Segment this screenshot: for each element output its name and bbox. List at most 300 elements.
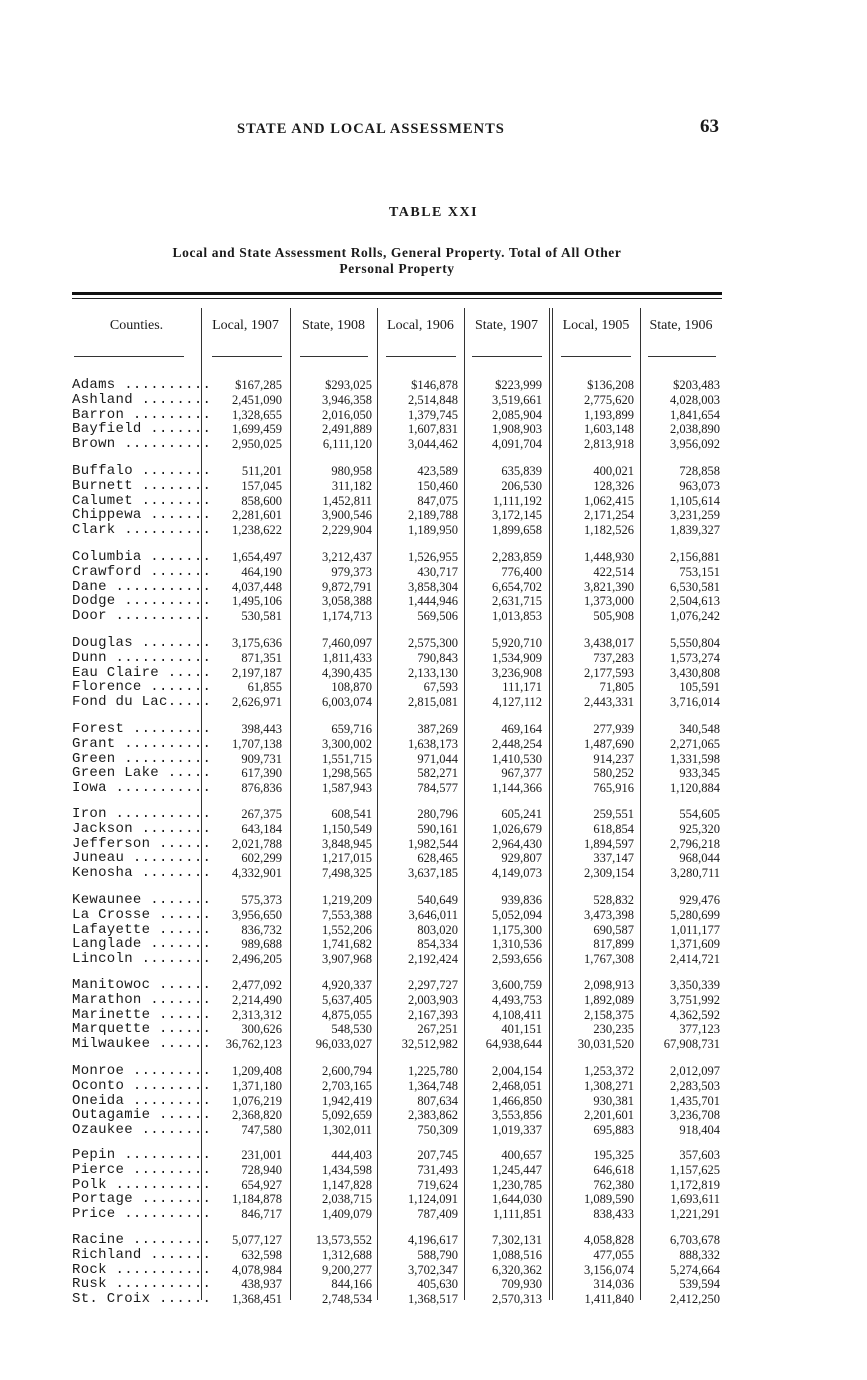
column-header-state-1907: State, 1907 xyxy=(475,318,538,333)
value-cell: 2,775,620 xyxy=(584,392,634,407)
value-cell: 3,212,437 xyxy=(322,550,372,564)
value-cell: 1,373,000 xyxy=(584,594,634,609)
page-number: 63 xyxy=(700,116,719,137)
value-cell: 4,028,003 xyxy=(670,392,720,407)
value-cell: 1,217,015 xyxy=(322,851,372,866)
table-top-rule-thin xyxy=(72,298,722,299)
value-cell: 2,443,331 xyxy=(584,695,634,710)
header-underline xyxy=(561,356,631,357)
value-cell: 1,120,884 xyxy=(670,781,720,796)
value-cell: 1,368,517 xyxy=(408,1292,458,1307)
value-cell: 469,164 xyxy=(501,722,542,736)
value-cell: 7,460,097 xyxy=(322,636,372,650)
value-cell: 2,491,889 xyxy=(322,422,372,437)
county-name: Polk ........... xyxy=(72,1176,212,1193)
county-name: Outagamie ...... xyxy=(72,1107,212,1124)
value-cell: 803,020 xyxy=(417,922,458,937)
value-cell: 5,637,405 xyxy=(322,992,372,1007)
value-cell: 836,732 xyxy=(241,922,282,937)
county-name: Jackson ........ xyxy=(72,820,212,837)
value-cell: 971,044 xyxy=(417,751,458,766)
value-cell: 7,302,131 xyxy=(492,1233,542,1247)
county-name: Adams .......... xyxy=(72,377,212,393)
value-cell: 13,573,552 xyxy=(315,1233,372,1247)
header-underline xyxy=(648,356,716,357)
value-cell: 548,530 xyxy=(331,1022,372,1037)
value-cell: 377,123 xyxy=(679,1022,720,1037)
value-cell: 3,600,759 xyxy=(492,978,542,992)
county-name: Rock ........... xyxy=(72,1261,212,1278)
value-cell: 438,937 xyxy=(241,1277,282,1292)
value-cell: 2,021,788 xyxy=(232,836,282,851)
value-cell: 2,451,090 xyxy=(232,392,282,407)
value-cell: 918,404 xyxy=(679,1123,720,1138)
value-cell: 968,044 xyxy=(679,851,720,866)
value-cell: 5,920,710 xyxy=(492,636,542,650)
value-cell: 157,045 xyxy=(241,478,282,493)
value-cell: 876,836 xyxy=(241,781,282,796)
value-cell: 575,373 xyxy=(241,893,282,907)
value-cell: 3,956,650 xyxy=(232,907,282,922)
value-cell: 1,573,274 xyxy=(670,650,720,665)
value-cell: 398,443 xyxy=(241,722,282,736)
value-cell: 1,150,549 xyxy=(322,821,372,836)
county-name: Marathon ....... xyxy=(72,991,212,1008)
value-cell: $293,025 xyxy=(325,378,372,392)
header-underline xyxy=(386,356,456,357)
value-cell: 1,230,785 xyxy=(492,1177,542,1192)
value-cell: 6,654,702 xyxy=(492,579,542,594)
county-name: Manitowoc ...... xyxy=(72,977,212,993)
value-cell: 1,982,544 xyxy=(408,836,458,851)
value-cell: 464,190 xyxy=(241,564,282,579)
value-cell: 1,411,840 xyxy=(584,1292,634,1307)
county-name: Bayfield ....... xyxy=(72,421,212,438)
county-name: Burnett ........ xyxy=(72,477,212,494)
value-cell: 1,245,447 xyxy=(492,1162,542,1177)
value-cell: 2,570,313 xyxy=(492,1292,542,1307)
county-name: Ashland ........ xyxy=(72,391,212,408)
value-cell: 728,858 xyxy=(679,464,720,478)
value-cell: 784,577 xyxy=(417,781,458,796)
value-cell: 1,253,372 xyxy=(584,1064,634,1078)
column-header-state-1906: State, 1906 xyxy=(649,318,713,333)
value-cell: 6,530,581 xyxy=(670,579,720,594)
value-cell: 267,251 xyxy=(417,1022,458,1037)
value-cell: 1,368,451 xyxy=(232,1292,282,1307)
value-cell: 569,506 xyxy=(417,609,458,624)
value-cell: 3,848,945 xyxy=(322,836,372,851)
value-cell: 1,409,079 xyxy=(322,1207,372,1222)
value-cell: 1,892,089 xyxy=(584,992,634,1007)
value-cell: 1,364,748 xyxy=(408,1078,458,1093)
value-cell: 2,631,715 xyxy=(492,594,542,609)
value-cell: 1,942,419 xyxy=(322,1093,372,1108)
value-cell: 4,920,337 xyxy=(322,978,372,992)
value-cell: 2,192,424 xyxy=(408,952,458,967)
value-cell: 728,940 xyxy=(241,1162,282,1177)
value-cell: 930,381 xyxy=(593,1093,634,1108)
value-cell: 430,717 xyxy=(417,564,458,579)
county-name: Rusk ........... xyxy=(72,1276,212,1293)
county-name: Door ........... xyxy=(72,608,212,625)
value-cell: 505,908 xyxy=(593,609,634,624)
county-name: Dodge .......... xyxy=(72,593,212,610)
county-name: Crawford ....... xyxy=(72,563,212,580)
value-cell: 731,493 xyxy=(417,1162,458,1177)
value-cell: 1,767,308 xyxy=(584,952,634,967)
value-cell: 628,465 xyxy=(417,851,458,866)
value-cell: 5,092,659 xyxy=(322,1108,372,1123)
county-name: St. Croix ...... xyxy=(72,1291,212,1308)
value-cell: 477,055 xyxy=(593,1247,634,1262)
value-cell: 2,038,715 xyxy=(322,1192,372,1207)
county-name: Kenosha ........ xyxy=(72,865,212,882)
value-cell: 608,541 xyxy=(331,807,372,821)
value-cell: $136,208 xyxy=(587,378,634,392)
value-cell: 1,219,209 xyxy=(322,893,372,907)
value-cell: 1,379,745 xyxy=(408,407,458,422)
value-cell: 1,302,011 xyxy=(322,1123,372,1138)
value-cell: 3,858,304 xyxy=(408,579,458,594)
value-cell: 2,171,254 xyxy=(584,508,634,523)
value-cell: 2,012,097 xyxy=(670,1064,720,1078)
value-cell: 3,280,711 xyxy=(670,866,720,881)
value-cell: 580,252 xyxy=(593,766,634,781)
value-cell: 3,956,092 xyxy=(670,437,720,452)
value-cell: 2,003,903 xyxy=(408,992,458,1007)
county-name: Portage ........ xyxy=(72,1191,212,1208)
value-cell: 2,703,165 xyxy=(322,1078,372,1093)
value-cell: 3,350,339 xyxy=(670,978,720,992)
value-cell: 401,151 xyxy=(501,1022,542,1037)
value-cell: 9,872,791 xyxy=(322,579,372,594)
value-cell: 2,796,218 xyxy=(670,836,720,851)
value-cell: 2,514,848 xyxy=(408,392,458,407)
value-cell: 858,600 xyxy=(241,493,282,508)
value-cell: 2,283,503 xyxy=(670,1078,720,1093)
value-cell: 847,075 xyxy=(417,493,458,508)
county-name: Chippewa ....... xyxy=(72,507,212,524)
value-cell: 602,299 xyxy=(241,851,282,866)
value-cell: 2,748,534 xyxy=(322,1292,372,1307)
value-cell: 3,300,002 xyxy=(322,736,372,751)
county-name: Oconto ......... xyxy=(72,1077,212,1094)
value-cell: 1,638,173 xyxy=(408,736,458,751)
value-cell: 2,004,154 xyxy=(492,1064,542,1078)
county-name: Forest ......... xyxy=(72,721,212,737)
value-cell: 300,626 xyxy=(241,1022,282,1037)
value-cell: 2,468,051 xyxy=(492,1078,542,1093)
column-divider-double xyxy=(549,308,550,1300)
value-cell: 1,111,192 xyxy=(492,493,542,508)
value-cell: 1,526,955 xyxy=(408,550,458,564)
value-cell: 925,320 xyxy=(679,821,720,836)
value-cell: 1,435,701 xyxy=(670,1093,720,1108)
value-cell: 4,078,984 xyxy=(232,1262,282,1277)
value-cell: 1,466,850 xyxy=(492,1093,542,1108)
value-cell: 2,309,154 xyxy=(584,866,634,881)
value-cell: 1,026,679 xyxy=(492,821,542,836)
value-cell: 2,297,727 xyxy=(408,978,458,992)
value-cell: 2,214,490 xyxy=(232,992,282,1007)
value-cell: 2,414,721 xyxy=(670,952,720,967)
value-cell: 929,476 xyxy=(679,893,720,907)
value-cell: 6,003,074 xyxy=(322,695,372,710)
value-cell: 1,076,242 xyxy=(670,609,720,624)
header-underline xyxy=(300,356,368,357)
county-name: Columbia ....... xyxy=(72,549,212,565)
county-name: Juneau ......... xyxy=(72,850,212,867)
value-cell: 357,603 xyxy=(679,1148,720,1162)
value-cell: 1,707,138 xyxy=(232,736,282,751)
value-cell: 4,108,411 xyxy=(492,1007,542,1022)
county-name: Clark .......... xyxy=(72,522,212,539)
county-name: Douglas ........ xyxy=(72,635,212,651)
value-cell: 2,229,904 xyxy=(322,523,372,538)
value-cell: 690,587 xyxy=(593,922,634,937)
county-name: Lafayette ...... xyxy=(72,921,212,938)
county-name: La Crosse ...... xyxy=(72,906,212,923)
value-cell: 2,448,254 xyxy=(492,736,542,751)
value-cell: 3,156,074 xyxy=(584,1262,634,1277)
value-cell: 790,843 xyxy=(417,650,458,665)
value-cell: 2,496,205 xyxy=(232,952,282,967)
value-cell: 1,172,819 xyxy=(670,1177,720,1192)
value-cell: $203,483 xyxy=(673,378,720,392)
value-cell: 989,688 xyxy=(241,937,282,952)
value-cell: 1,410,530 xyxy=(492,751,542,766)
value-cell: 231,001 xyxy=(241,1148,282,1162)
value-cell: 2,477,092 xyxy=(232,978,282,992)
county-name: Kewaunee ....... xyxy=(72,892,212,908)
value-cell: 3,519,661 xyxy=(492,392,542,407)
value-cell: 2,156,881 xyxy=(670,550,720,564)
value-cell: 314,036 xyxy=(593,1277,634,1292)
value-cell: 654,927 xyxy=(241,1177,282,1192)
county-name: Iron ........... xyxy=(72,806,212,822)
value-cell: 4,875,055 xyxy=(322,1007,372,1022)
value-cell: 2,964,430 xyxy=(492,836,542,851)
value-cell: 1,452,811 xyxy=(322,493,372,508)
county-name: Ozaukee ........ xyxy=(72,1122,212,1139)
value-cell: 554,605 xyxy=(679,807,720,821)
value-cell: 3,702,347 xyxy=(408,1262,458,1277)
value-cell: 1,019,337 xyxy=(492,1123,542,1138)
value-cell: 1,607,831 xyxy=(408,422,458,437)
value-cell: 280,796 xyxy=(417,807,458,821)
header-underline xyxy=(74,356,184,357)
county-name: Marquette ...... xyxy=(72,1021,212,1038)
table-subtitle-line-1: Local and State Assessment Rolls, General Property. Total of All Other xyxy=(172,245,622,260)
county-name: Green Lake ..... xyxy=(72,765,212,782)
county-name: Richland ....... xyxy=(72,1246,212,1263)
value-cell: 1,105,614 xyxy=(670,493,720,508)
column-header-local-1907: Local, 1907 xyxy=(212,318,279,333)
value-cell: 1,182,526 xyxy=(584,523,634,538)
value-cell: 590,161 xyxy=(417,821,458,836)
value-cell: 3,946,358 xyxy=(322,392,372,407)
value-cell: 6,703,678 xyxy=(670,1233,720,1247)
value-cell: 1,312,688 xyxy=(322,1247,372,1262)
value-cell: 888,332 xyxy=(679,1247,720,1262)
value-cell: 1,298,565 xyxy=(322,766,372,781)
value-cell: 2,167,393 xyxy=(408,1007,458,1022)
value-cell: 776,400 xyxy=(501,564,542,579)
value-cell: 1,184,878 xyxy=(232,1192,282,1207)
value-cell: 2,950,025 xyxy=(232,437,282,452)
value-cell: 914,237 xyxy=(593,751,634,766)
county-name: Oneida ......... xyxy=(72,1092,212,1109)
value-cell: 1,147,828 xyxy=(322,1177,372,1192)
county-name: Eau Claire ..... xyxy=(72,664,212,681)
value-cell: 30,031,520 xyxy=(577,1037,634,1052)
value-cell: 871,351 xyxy=(241,650,282,665)
value-cell: $167,285 xyxy=(235,378,282,392)
table-subtitle-line-2: Personal Property xyxy=(339,261,455,276)
value-cell: 1,654,497 xyxy=(232,550,282,564)
county-name: Milwaukee ...... xyxy=(72,1036,212,1053)
value-cell: 1,811,433 xyxy=(322,650,372,665)
value-cell: 511,201 xyxy=(241,464,282,478)
value-cell: 817,899 xyxy=(593,937,634,952)
value-cell: 9,200,277 xyxy=(322,1262,372,1277)
value-cell: 1,175,300 xyxy=(492,922,542,937)
value-cell: 929,807 xyxy=(501,851,542,866)
value-cell: 230,235 xyxy=(593,1022,634,1037)
value-cell: 150,460 xyxy=(417,478,458,493)
value-cell: 1,894,597 xyxy=(584,836,634,851)
value-cell: 67,908,731 xyxy=(663,1037,720,1052)
value-cell: 206,530 xyxy=(501,478,542,493)
value-cell: 1,644,030 xyxy=(492,1192,542,1207)
value-cell: 967,377 xyxy=(501,766,542,781)
table-title: TABLE XXI xyxy=(388,205,479,220)
value-cell: 979,373 xyxy=(331,564,372,579)
value-cell: 632,598 xyxy=(241,1247,282,1262)
value-cell: 2,815,081 xyxy=(408,695,458,710)
value-cell: 528,832 xyxy=(593,893,634,907)
value-cell: 7,553,388 xyxy=(322,907,372,922)
value-cell: 1,371,609 xyxy=(670,937,720,952)
value-cell: 2,281,601 xyxy=(232,508,282,523)
county-name: Barron ......... xyxy=(72,406,212,423)
county-name: Grant .......... xyxy=(72,735,212,752)
value-cell: 259,551 xyxy=(593,807,634,821)
value-cell: 1,552,206 xyxy=(322,922,372,937)
value-cell: 2,201,601 xyxy=(584,1108,634,1123)
value-cell: 1,238,622 xyxy=(232,523,282,538)
value-cell: 3,716,014 xyxy=(670,695,720,710)
value-cell: 3,438,017 xyxy=(584,636,634,650)
value-cell: 1,448,930 xyxy=(584,550,634,564)
value-cell: 5,550,804 xyxy=(670,636,720,650)
value-cell: 36,762,123 xyxy=(225,1037,282,1052)
value-cell: 695,883 xyxy=(593,1123,634,1138)
value-cell: 635,839 xyxy=(501,464,542,478)
value-cell: 3,430,808 xyxy=(670,665,720,680)
value-cell: 3,231,259 xyxy=(670,508,720,523)
value-cell: 108,870 xyxy=(331,680,372,695)
value-cell: 838,433 xyxy=(593,1207,634,1222)
value-cell: 400,021 xyxy=(593,464,634,478)
value-cell: 753,151 xyxy=(679,564,720,579)
county-name: Brown .......... xyxy=(72,436,212,453)
value-cell: 423,589 xyxy=(417,464,458,478)
value-cell: 4,332,901 xyxy=(232,866,282,881)
value-cell: 939,836 xyxy=(501,893,542,907)
value-cell: 1,741,682 xyxy=(322,937,372,952)
value-cell: 844,166 xyxy=(331,1277,372,1292)
county-name: Buffalo ........ xyxy=(72,463,212,479)
county-name: Price .......... xyxy=(72,1206,212,1223)
value-cell: 444,403 xyxy=(331,1148,372,1162)
value-cell: 105,591 xyxy=(679,680,720,695)
county-name: Fond du Lac..... xyxy=(72,694,212,711)
value-cell: 311,182 xyxy=(331,478,372,493)
value-cell: 32,512,982 xyxy=(401,1037,458,1052)
value-cell: 1,371,180 xyxy=(232,1078,282,1093)
value-cell: 2,271,065 xyxy=(670,736,720,751)
value-cell: 4,127,112 xyxy=(492,695,542,710)
value-cell: 5,280,699 xyxy=(670,907,720,922)
value-cell: 2,177,593 xyxy=(584,665,634,680)
value-cell: 963,073 xyxy=(679,478,720,493)
value-cell: 5,052,094 xyxy=(492,907,542,922)
value-cell: 3,044,462 xyxy=(408,437,458,452)
header-underline xyxy=(472,356,542,357)
value-cell: 2,593,656 xyxy=(492,952,542,967)
value-cell: 4,493,753 xyxy=(492,992,542,1007)
value-cell: 422,514 xyxy=(593,564,634,579)
column-header-state-1908: State, 1908 xyxy=(302,318,365,333)
value-cell: 617,390 xyxy=(241,766,282,781)
value-cell: 1,693,611 xyxy=(670,1192,720,1207)
value-cell: 1,699,459 xyxy=(232,422,282,437)
value-cell: 3,058,388 xyxy=(322,594,372,609)
table-top-rule-thick xyxy=(72,292,722,295)
value-cell: 1,841,654 xyxy=(670,407,720,422)
value-cell: $146,878 xyxy=(411,378,458,392)
value-cell: 3,637,185 xyxy=(408,866,458,881)
value-cell: 737,283 xyxy=(593,650,634,665)
value-cell: 719,624 xyxy=(417,1177,458,1192)
value-cell: 5,274,664 xyxy=(670,1262,720,1277)
value-cell: 1,062,415 xyxy=(584,493,634,508)
value-cell: 750,309 xyxy=(417,1123,458,1138)
county-name: Pierce ......... xyxy=(72,1161,212,1178)
value-cell: 3,907,968 xyxy=(322,952,372,967)
value-cell: 96,033,027 xyxy=(315,1037,372,1052)
value-cell: 2,098,913 xyxy=(584,978,634,992)
value-cell: 2,038,890 xyxy=(670,422,720,437)
value-cell: 6,320,362 xyxy=(492,1262,542,1277)
county-name: Calumet ........ xyxy=(72,492,212,509)
value-cell: 6,111,120 xyxy=(322,437,372,452)
value-cell: 1,013,853 xyxy=(492,609,542,624)
value-cell: 605,241 xyxy=(501,807,542,821)
value-cell: 539,594 xyxy=(679,1277,720,1292)
value-cell: 337,147 xyxy=(593,851,634,866)
value-cell: 3,473,398 xyxy=(584,907,634,922)
value-cell: 340,548 xyxy=(679,722,720,736)
value-cell: 1,495,106 xyxy=(232,594,282,609)
value-cell: 4,390,435 xyxy=(322,665,372,680)
value-cell: 618,854 xyxy=(593,821,634,836)
value-cell: 2,158,375 xyxy=(584,1007,634,1022)
value-cell: 540,649 xyxy=(417,893,458,907)
value-cell: 709,930 xyxy=(501,1277,542,1292)
